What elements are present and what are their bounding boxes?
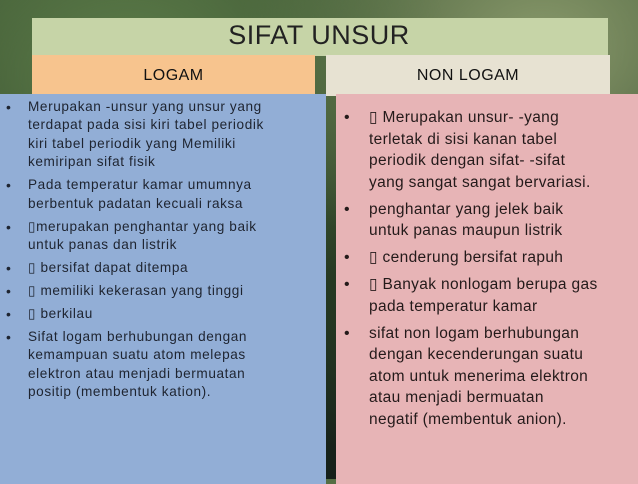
logam-item: [6, 259, 312, 277]
text-line: sifat non logam berhubungan: [369, 324, 580, 342]
text-line: ▯ Banyak nonlogam berupa gas: [369, 276, 598, 293]
bullet-icon: •: [344, 200, 350, 218]
bullet-icon: •: [344, 249, 350, 266]
logam-item: [6, 176, 312, 213]
logam-item-text: [28, 305, 93, 323]
text-line: ▯ cenderung bersifat rapuh: [369, 249, 564, 266]
non-logam-panel: [336, 94, 638, 484]
logam-item: [6, 328, 312, 402]
text-line: Merupakan -unsur yang unsur yang: [28, 99, 262, 114]
non-logam-list: [344, 107, 638, 430]
text-line: elektron atau menjadi bermuatan: [28, 365, 246, 381]
text-line: dengan kecenderungan suatu: [369, 346, 584, 363]
slide-title: SIFAT UNSUR: [228, 20, 410, 50]
text-line: pada temperatur kamar: [369, 297, 538, 315]
text-line: kemiripan sifat fisik: [28, 154, 156, 170]
non-logam-item-text: [369, 247, 563, 269]
bullet-icon: •: [6, 99, 11, 115]
non-logam-item: [344, 323, 638, 431]
non-logam-item-text: [369, 323, 588, 431]
text-line: ▯ bersifat dapat ditempa: [28, 260, 189, 276]
text-line: berbentuk padatan kecuali raksa: [28, 195, 244, 211]
non-logam-item: [344, 107, 638, 193]
text-line: untuk panas dan listrik: [28, 237, 178, 253]
header-logam: [32, 55, 315, 96]
text-line: terletak di sisi kanan tabel: [369, 130, 558, 148]
bullet-icon: •: [6, 306, 11, 323]
bullet-icon: •: [6, 329, 11, 346]
text-line: positip (membentuk kation).: [28, 384, 212, 400]
text-line: atom untuk menerima elektron: [369, 367, 589, 385]
logam-list: [6, 98, 312, 402]
bullet-icon: •: [344, 109, 350, 126]
logam-item: [6, 218, 312, 255]
text-line: terdapat pada sisi kiri tabel periodik: [28, 117, 264, 133]
non-logam-item-text: [369, 199, 563, 242]
logam-item: [6, 98, 312, 172]
text-line: Sifat logam berhubungan dengan: [28, 329, 248, 345]
text-line: periodik dengan sifat- -sifat: [369, 152, 566, 169]
non-logam-item: [344, 199, 638, 242]
logam-item-text: [28, 282, 244, 300]
text-line: negatif (membentuk anion).: [369, 410, 567, 428]
text-line: ▯merupakan penghantar yang baik: [28, 218, 257, 234]
text-line: yang sangat sangat bervariasi.: [369, 173, 591, 191]
logam-item-text: [28, 218, 257, 255]
text-line: penghantar yang jelek baik: [369, 200, 564, 218]
non-logam-item: [344, 274, 638, 317]
non-logam-item-text: [369, 107, 591, 193]
text-line: atau menjadi bermuatan: [369, 389, 544, 406]
logam-item: [6, 282, 312, 300]
header-non-logam: [326, 55, 610, 96]
non-logam-item-text: [369, 274, 598, 317]
non-logam-item: [344, 247, 638, 269]
text-line: untuk panas maupun listrik: [369, 222, 563, 239]
text-line: kemampuan suatu atom melepas: [28, 347, 246, 363]
logam-item: [6, 305, 312, 323]
bullet-icon: •: [6, 283, 11, 300]
bullet-icon: •: [6, 177, 11, 194]
logam-panel: [0, 94, 326, 484]
text-line: ▯ berkilau: [28, 306, 93, 322]
header-logam-label: LOGAM: [143, 66, 204, 84]
header-non-logam-label: NON LOGAM: [416, 66, 520, 84]
logam-item-text: [28, 259, 188, 277]
text-line: ▯ Merupakan unsur- -yang: [369, 109, 560, 126]
logam-item-text: [28, 176, 252, 213]
bullet-icon: •: [344, 276, 350, 293]
bullet-icon: •: [344, 324, 350, 342]
bullet-icon: •: [6, 260, 11, 277]
text-line: kiri tabel periodik yang Memiliki: [28, 135, 236, 151]
text-line: Pada temperatur kamar umumnya: [28, 177, 252, 193]
logam-item-text: [28, 328, 247, 402]
bullet-icon: •: [6, 218, 11, 235]
logam-item-text: [28, 98, 264, 172]
text-line: ▯ memiliki kekerasan yang tinggi: [28, 283, 244, 299]
